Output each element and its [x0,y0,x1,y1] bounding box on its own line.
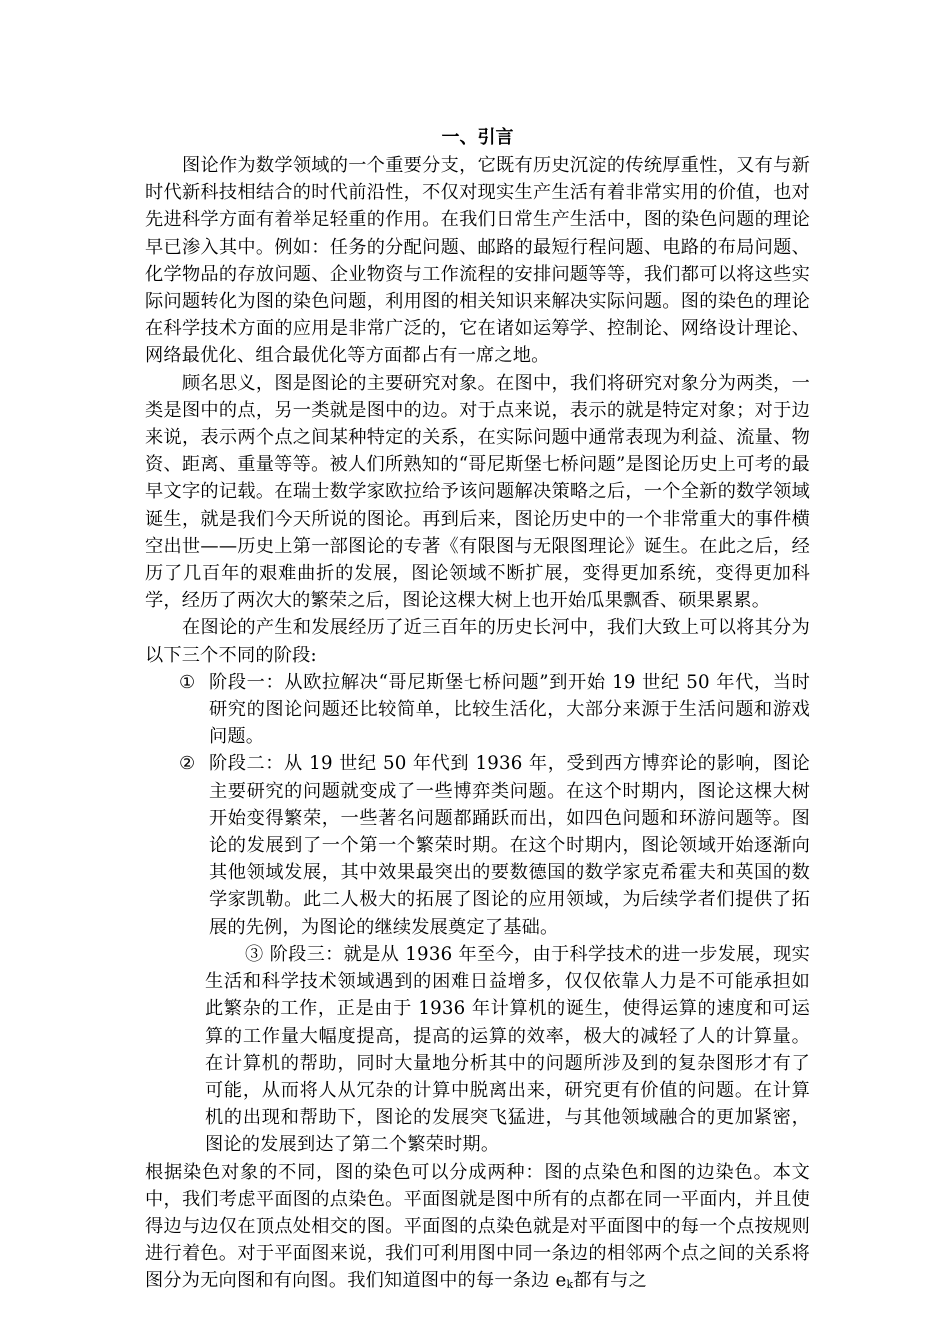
paragraph-intro: 图论作为数学领域的一个重要分支，它既有历史沉淀的传统厚重性，又有与新时代新科技相结合的时代前沿性，不仅对现实生产生活有着非常实用的价值，也对先进科学方面有着举足轻重的作用。在我们日常生产生活中，图的染色问题的理论早已渗入其中。例如：任务的分配问题、邮路的最短行程问题、电路的布局问题、化学物品的存放问题、企业物资与工作流程的安排问题等等，我们都可以将这些实际问题转化为图的染色问题，利用图的相关知识来解决实际问题。图的染色的理论在科学技术方面的应用是非常广泛的，它在诸如运筹学、控制论、网络设计理论、网络最优化、组合最优化等方面都占有一席之地。 [145,155,810,367]
stage-text-1: 阶段一：从欧拉解决“哥尼斯堡七桥问题”到开始 19 世纪 50 年代，当时研究的图论问题还比较简单，比较生活化，大部分来源于生活问题和游戏问题。 [209,671,810,748]
stage-marker-2: ② [179,753,196,775]
stage-item-2 [179,750,810,940]
paragraph-stages-intro: 在图论的产生和发展经历了近三百年的历史长河中，我们大致上可以将其分为以下三个不同的阶段: [145,617,810,666]
stage-marker-1: ① [179,671,196,693]
paragraph-graph-objects: 顾名思义，图是图论的主要研究对象。在图中，我们将研究对象分为两类，一类是图中的点，另一类就是图中的边。对于点来说，表示的就是特定对象；对于边来说，表示两个点之间某种特定的关系，在实际问题中通常表现为利益、流量、物资、距离、重量等等。被人们所熟知的“哥尼斯堡七桥问题”是图论历史上可考的最早文字的记载。在瑞士数学家欧拉给予该问题解决策略之后，一个全新的数学领域诞生，就是我们今天所说的图论。再到后来，图论历史中的一个非常重大的事件横空出世——历史上第一部图论的专著《有限图与无限图理论》诞生。在此之后，经历了几百年的艰难曲折的发展，图论领域不断扩展，变得更加系统，变得更加科学，经历了两次大的繁荣之后，图论这棵大树上也开始瓜果飘香、硕果累累。 [145,372,810,612]
stage-marker-3: ③ [245,943,264,965]
stage-text-2: 阶段二：从 19 世纪 50 年代到 1936 年，受到西方博弈论的影响，图论主要研究的问题就变成了一些博弈类问题。在这个时期内，图论这棵大树开始变得繁荣，一些著名问题都踊跃而出，如四色问题和环游问题等。图论的发展到了一个第一个繁荣时期。在这个时期内，图论领域开始逐渐向其他领域发展，其中效果最突出的要数德国的数学家克希霍夫和英国的数学家凯勒。此二人极大的拓展了图论的应用领域，为后续学者们提供了拓展的先例，为图论的继续发展奠定了基础。 [209,753,810,938]
stage-item-3 [145,941,810,1159]
stage-item-1 [179,669,810,751]
section-title: 一、引言 [441,127,514,148]
paragraph-coloring-text: 根据染色对象的不同，图的染色可以分成两种：图的点染色和图的边染色。本文中，我们考虑平面图的点染色。平面图就是图中所有的点都在同一平面内，并且使得边与边仅在顶点处相交的图。平面图的点染色就是对平面图中的每一个点按规则进行着色。对于平面图来说，我们可利用图中同一条边的相邻两个点之间的关系将图分为无向图和有向图。我们知道图中的每一条边 e [145,1161,810,1292]
paragraph-coloring [145,1159,810,1299]
document-page [145,124,810,1299]
paragraph-coloring-tail: 都有与之 [573,1270,647,1292]
stage-text-3: 阶段三：就是从 1936 年至今，由于科学技术的进一步发展，现实生活和科学技术领域遇到的困难日益增多，仅仅依靠人力是不可能承担如此繁杂的工作，正是由于 1936 年计算机的诞生，使得运算的速度和可运算的工作量大幅度提高，提高的运算的效率，极大的减轻了人的计算量。在计算机的帮助，同时大量地分析其中的问题所涉及到的复杂图形才有了可能，从而将人从冗杂的计算中脱离出来，研究更有价值的问题。在计算机的出现和帮助下，图论的发展突飞猛进，与其他领域融合的更加紧密，图论的发展到达了第二个繁荣时期。 [205,943,811,1156]
edge-subscript: k [566,1278,574,1292]
